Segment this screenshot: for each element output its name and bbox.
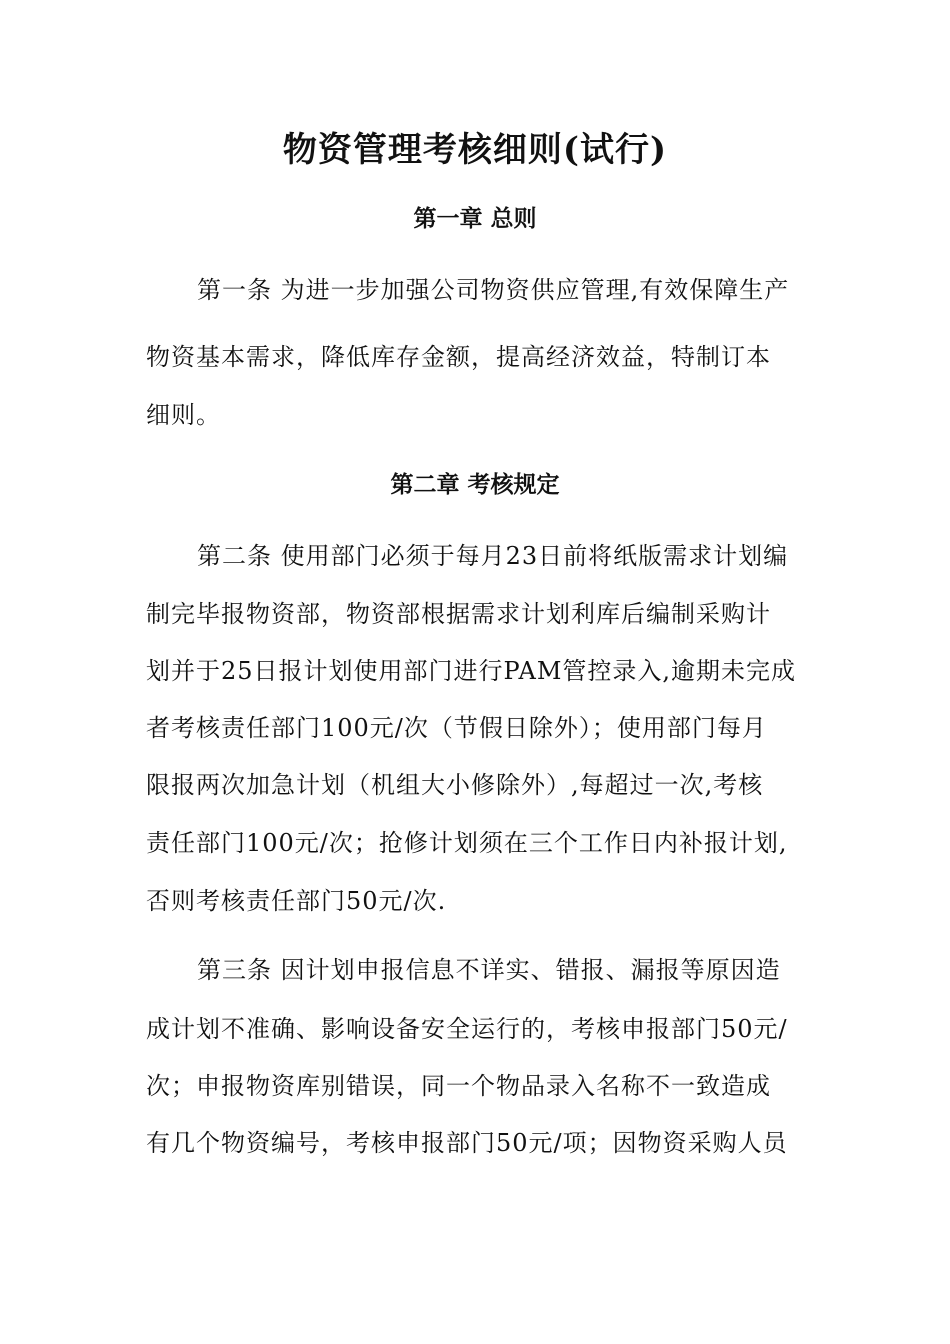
paragraph-line: 责任部门100元/次；抢修计划须在三个工作日内补报计划,	[146, 829, 788, 857]
paragraph-line: 者考核责任部门100元/次（节假日除外）；使用部门每月	[146, 714, 767, 742]
paragraph-line: 第一条 为进一步加强公司物资供应管理,有效保障生产	[197, 276, 790, 304]
paragraph-line: 制完毕报物资部，物资部根据需求计划利库后编制采购计	[146, 600, 771, 628]
paragraph-line: 次；申报物资库别错误，同一个物品录入名称不一致造成	[146, 1072, 771, 1100]
chapter-heading-2: 第二章 考核规定	[390, 471, 560, 498]
paragraph-line: 细则。	[146, 401, 221, 429]
document-title: 物资管理考核细则(试行)	[282, 130, 668, 170]
paragraph-line: 限报两次加急计划（机组大小修除外）,每超过一次,考核	[146, 771, 764, 799]
paragraph-line: 划并于25日报计划使用部门进行PAM管控录入,逾期未完成	[146, 657, 797, 685]
paragraph-line: 有几个物资编号，考核申报部门50元/项；因物资采购人员	[146, 1129, 788, 1157]
paragraph-line: 成计划不准确、影响设备安全运行的，考核申报部门50元/	[146, 1015, 788, 1043]
paragraph-line: 物资基本需求，降低库存金额，提高经济效益，特制订本	[146, 343, 771, 371]
paragraph-line: 否则考核责任部门50元/次.	[146, 887, 447, 915]
paragraph-line: 第二条 使用部门必须于每月23日前将纸版需求计划编	[197, 542, 789, 570]
chapter-heading-1: 第一章 总则	[413, 205, 537, 232]
paragraph-line: 第三条 因计划申报信息不详实、错报、漏报等原因造	[197, 956, 781, 984]
